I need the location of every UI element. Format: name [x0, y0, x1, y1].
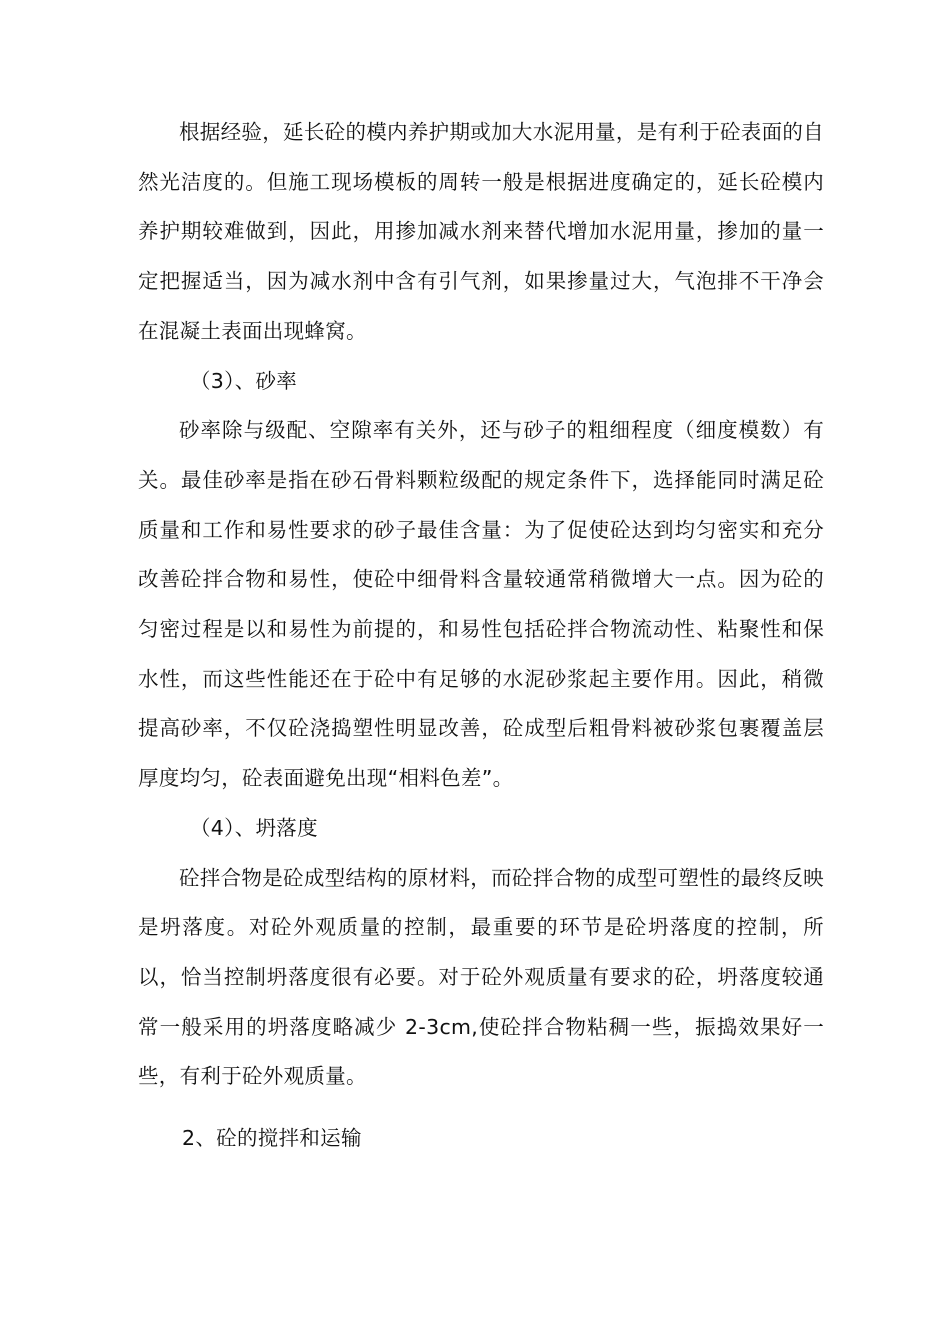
paragraph-sand-ratio: 砂率除与级配、空隙率有关外，还与砂子的粗细程度（细度模数）有关。最佳砂率是指在砂石骨料颗粒级配的规定条件下，选择能同时满足砼质量和工作和易性要求的砂子最佳含量：为了促使砼达到均匀密实和充分改善砼拌合物和易性，使砼中细骨料含量较通常稍微增大一点。因为砼的匀密过程是以和易性为前提的，和易性包括砼拌合物流动性、粘聚性和保水性，而这些性能还在于砼中有足够的水泥砂浆起主要作用。因此，稍微提高砂率，不仅砼浇捣塑性明显改善，砼成型后粗骨料被砂浆包裹覆盖层厚度均匀，砼表面避免出现“相料色差”。: [138, 418, 824, 791]
paragraph-slump: 砼拌合物是砼成型结构的原材料，而砼拌合物的成型可塑性的最终反映是坍落度。对砼外观质量的控制，最重要的环节是砼坍落度的控制，所以，恰当控制坍落度很有必要。对于砼外观质量有要求的砼，坍落度较通常一般采用的坍落度略减少 2-3cm,使砼拌合物粘稠一些，振捣效果好一些，有利于砼外观质量。: [138, 865, 824, 1089]
heading-mixing-transport: 2、砼的搅拌和运输: [182, 1126, 362, 1151]
document-body: [138, 108, 824, 1164]
heading-sand-ratio: （3）、砂率: [190, 368, 298, 393]
paragraph-curing: 根据经验，延长砼的模内养护期或加大水泥用量，是有利于砼表面的自然光洁度的。但施工现场模板的周转一般是根据进度确定的，延长砼模内养护期较难做到，因此，用掺加减水剂来替代增加水泥用量，掺加的量一定把握适当，因为减水剂中含有引气剂，如果掺量过大，气泡排不干净会在混凝土表面出现蜂窝。: [138, 120, 824, 343]
heading-slump: （4）、坍落度: [190, 815, 318, 840]
